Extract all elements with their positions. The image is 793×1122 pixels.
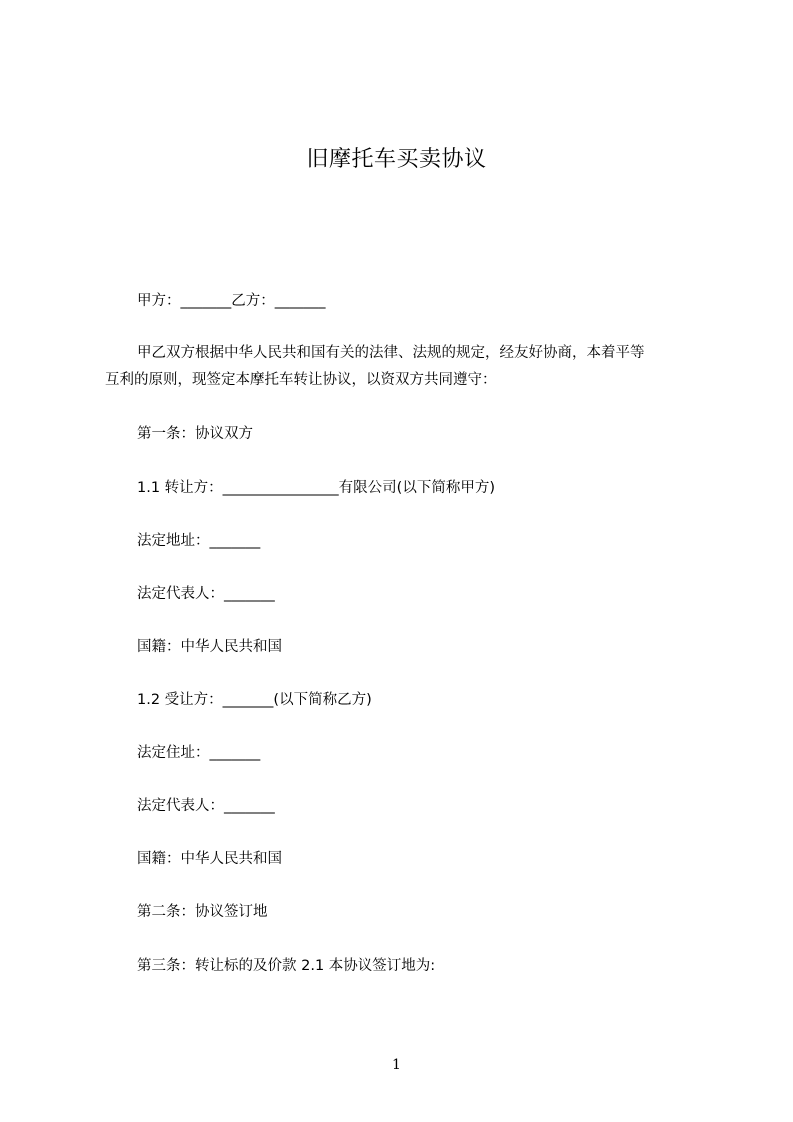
- article-3-heading: 第三条：转让标的及价款 2.1 本协议签订地为:: [137, 958, 436, 974]
- intro-paragraph-line-1: 甲乙双方根据中华人民共和国有关的法律、法规的规定，经友好协商，本着平等: [137, 345, 645, 361]
- clause-1-2-transferee: 1.2 受让方：_______(以下简称乙方): [137, 692, 372, 708]
- party-a-nationality: 国籍：中华人民共和国: [137, 639, 282, 655]
- party-b-legal-representative: 法定代表人：_______: [137, 798, 275, 814]
- intro-paragraph-line-2: 互利的原则，现签定本摩托车转让协议，以资双方共同遵守：: [105, 372, 497, 388]
- party-b-nationality: 国籍：中华人民共和国: [137, 851, 282, 867]
- page-number: 1: [392, 1057, 401, 1073]
- clause-1-1-transferor: 1.1 转让方：________________有限公司(以下简称甲方): [137, 480, 495, 496]
- parties-line: 甲方：_______乙方：_______: [137, 293, 326, 309]
- article-1-heading: 第一条：协议双方: [137, 426, 253, 442]
- party-b-legal-address: 法定住址：_______: [137, 745, 261, 761]
- article-2-heading: 第二条：协议签订地: [137, 904, 268, 920]
- document-title: 旧摩托车买卖协议: [306, 147, 487, 172]
- party-a-legal-address: 法定地址：_______: [137, 533, 261, 549]
- party-a-legal-representative: 法定代表人：_______: [137, 586, 275, 602]
